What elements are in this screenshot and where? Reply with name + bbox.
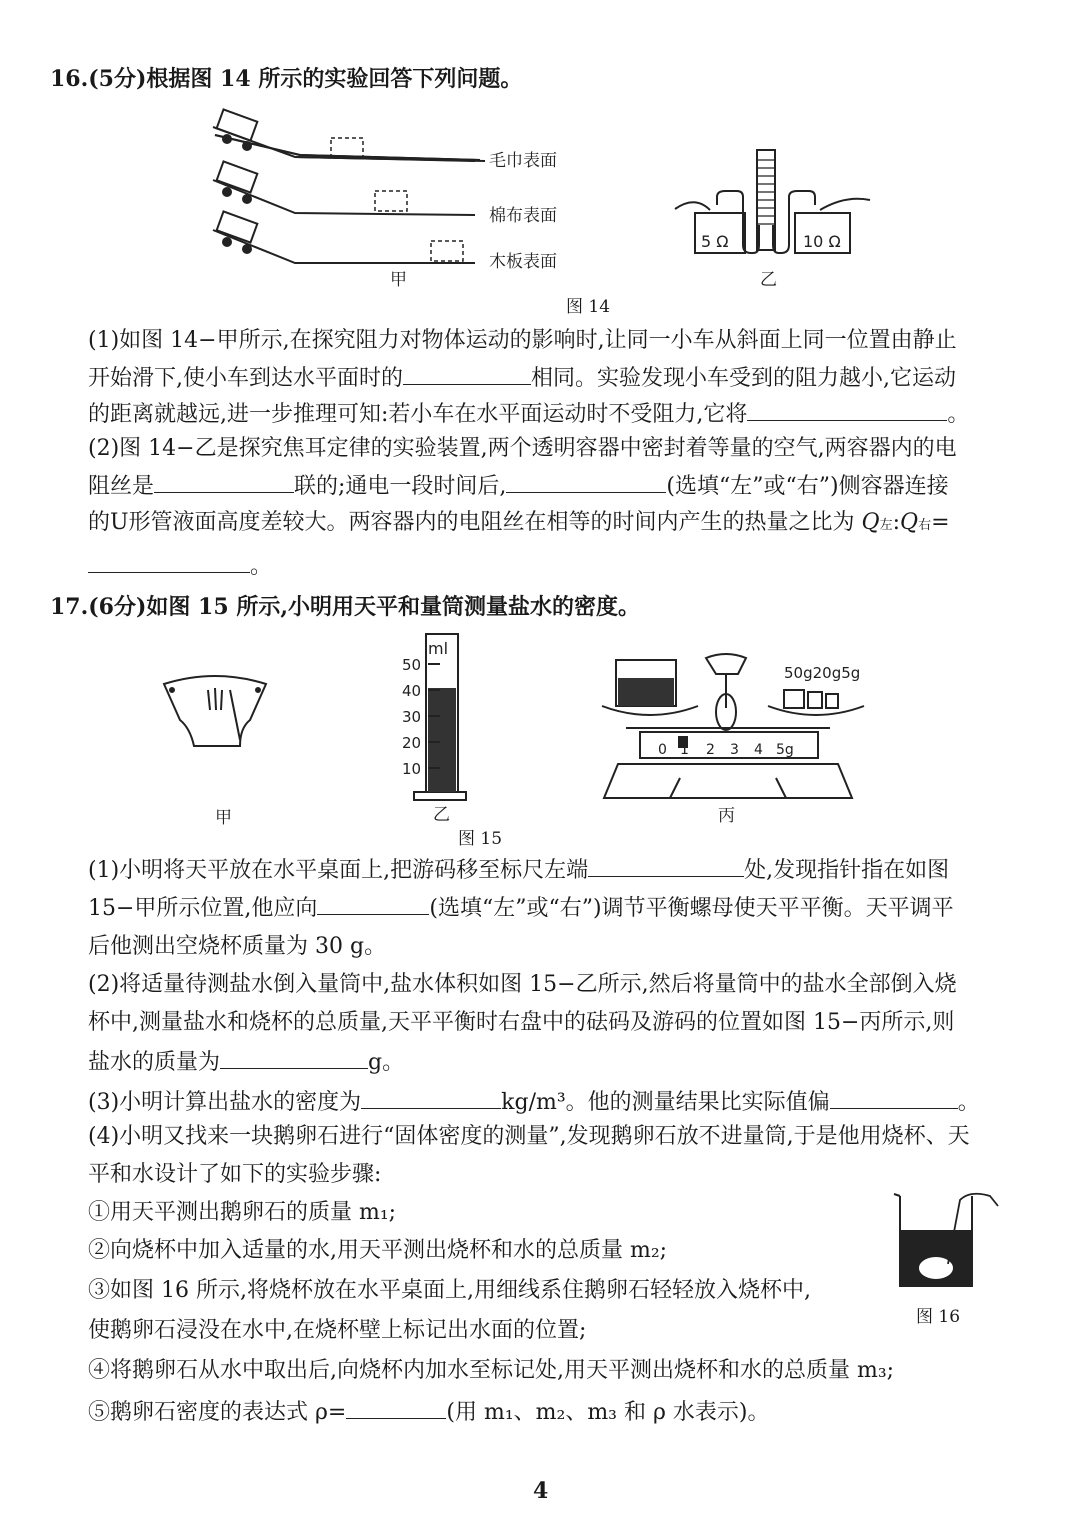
- scale-tick-5g: 5g: [776, 742, 794, 758]
- q16-p1-line2-b: 相同。实验发现小车受到的阻力越小,它运动: [531, 366, 956, 391]
- q17-step3-line1: ③如图 16 所示,将烧杯放在水平桌面上,用细线系住鹅卵石轻轻放入烧杯中,: [88, 1278, 811, 1303]
- q17-p3: [88, 1088, 980, 1116]
- q16-p2-line4: [88, 552, 272, 580]
- scale-tick-4: 4: [754, 742, 763, 758]
- q16-p1-line3-b: 。: [947, 402, 970, 427]
- q16-p2-line3-a: 的U形管液面高度差较大。两容器内的电阻丝在相等的时间内产生的热量之比为: [88, 510, 855, 535]
- cylinder-tick-30: 30: [402, 708, 422, 726]
- answer-blank-direction[interactable]: [317, 894, 429, 915]
- q16-p1-line2-a: 开始滑下,使小车到达水平面时的: [88, 366, 403, 391]
- q17-step4: ④将鹅卵石从水中取出后,向烧杯内加水至标记处,用天平测出烧杯和水的总质量 m₃;: [88, 1358, 895, 1383]
- q17-p2-line3: [88, 1048, 404, 1076]
- q17-p1-line1-b: 处,发现指针指在如图: [744, 858, 950, 883]
- resistor-5-ohm: 5 Ω: [701, 232, 729, 251]
- balance-pointer-dial: [164, 676, 266, 746]
- answer-blank-zero-mark[interactable]: [588, 856, 744, 877]
- scale-tick-2: 2: [706, 742, 715, 758]
- q17-p3-b: kg/m³。他的测量结果比实际值偏: [501, 1090, 830, 1115]
- heat-q-right: Q: [900, 510, 919, 535]
- cart-1: [217, 109, 258, 150]
- figure-15: [150, 628, 870, 838]
- q17-p4-line1: (4)小明又找来一块鹅卵石进行“固体密度的测量”,发现鹅卵石放不进量筒,于是他用烧杯、天: [88, 1124, 970, 1149]
- heat-ratio-eq: =: [931, 510, 950, 535]
- q16-heading: 16.(5分)根据图 14 所示的实验回答下列问题。: [50, 66, 523, 92]
- q17-p2-line1: (2)将适量待测盐水倒入量筒中,盐水体积如图 15−乙所示,然后将量筒中的盐水全部倒入烧: [88, 972, 957, 997]
- q17-heading: 17.(6分)如图 15 所示,小明用天平和量筒测量盐水的密度。: [50, 594, 640, 620]
- surface-label-wood: 木板表面: [489, 252, 557, 272]
- q17-p1-line2-b: (选填“左”或“右”)调节平衡螺母使天平平衡。天平调平: [429, 896, 954, 921]
- answer-blank-speed[interactable]: [403, 364, 531, 385]
- q17-p1-line1-a: (1)小明将天平放在水平桌面上,把游码移至标尺左端: [88, 858, 589, 883]
- scale-tick-1: 1: [680, 742, 689, 758]
- q16-p1-line3: [88, 400, 969, 428]
- surface-label-towel: 毛巾表面: [489, 151, 557, 171]
- fig14-label-yi: 乙: [760, 270, 777, 290]
- answer-blank-salt-mass[interactable]: [220, 1048, 368, 1069]
- q17-step1: ①用天平测出鹅卵石的质量 m₁;: [88, 1200, 397, 1225]
- q16-p1-line3-a: 的距离就越远,进一步推理可知:若小车在水平面运动时不受阻力,它将: [88, 402, 748, 427]
- q16-p2-line2: [88, 472, 949, 500]
- fig14-label-jia: 甲: [390, 270, 407, 290]
- cylinder-tick-40: 40: [402, 682, 422, 700]
- q17-step5-a: ⑤鹅卵石密度的表达式 ρ=: [88, 1400, 347, 1425]
- q17-p2-line2: 杯中,测量盐水和烧杯的总质量,天平平衡时右盘中的砝码及游码的位置如图 15−丙所示,则: [88, 1010, 955, 1035]
- heat-q-right-sub: 右: [918, 518, 932, 533]
- graduated-cylinder: [414, 634, 466, 800]
- heat-q-left: Q: [861, 510, 880, 535]
- q16-p2-line2-a: 阻丝是: [88, 474, 155, 499]
- scale-tick-3: 3: [730, 742, 739, 758]
- q17-step2: ②向烧杯中加入适量的水,用天平测出烧杯和水的总质量 m₂;: [88, 1238, 668, 1263]
- q17-p1-line2: [88, 894, 954, 922]
- cart-2: [217, 161, 258, 203]
- q17-step5-b: (用 m₁、m₂、m₃ 和 ρ 水表示)。: [446, 1400, 770, 1425]
- q17-p2-line3-b: g。: [368, 1050, 405, 1075]
- q16-p2-line3: [88, 510, 950, 539]
- figure-16-beaker: [890, 1186, 1010, 1296]
- q16-p2-line1: (2)图 14−乙是探究焦耳定律的实验装置,两个透明容器中密封着等量的空气,两容器内的电: [88, 436, 957, 461]
- q17-step3-line2: 使鹅卵石浸没在水中,在烧杯壁上标记出水面的位置;: [88, 1318, 587, 1343]
- cylinder-tick-10: 10: [402, 760, 422, 778]
- answer-blank-rho-expression[interactable]: [346, 1398, 446, 1419]
- fig15-label-jia: 甲: [215, 808, 232, 828]
- answer-blank-heat-ratio[interactable]: [88, 552, 250, 573]
- q17-p2-line3-a: 盐水的质量为: [88, 1050, 221, 1075]
- page-number: 4: [533, 1478, 549, 1504]
- q17-p4-line2: 平和水设计了如下的实验步骤:: [88, 1162, 382, 1187]
- q16-p2-line2-c: (选填“左”或“右”)侧容器连接: [666, 474, 949, 499]
- fig15-label-bing: 丙: [718, 806, 735, 826]
- q16-p2-line2-b: 联的;通电一段时间后,: [294, 474, 507, 499]
- answer-blank-connection[interactable]: [154, 472, 294, 493]
- answer-blank-side[interactable]: [506, 472, 666, 493]
- cylinder-tick-20: 20: [402, 734, 422, 752]
- ramps: [213, 127, 475, 263]
- fig14-caption: 图 14: [566, 297, 611, 317]
- scale-tick-0: 0: [658, 742, 667, 758]
- q16-p2-line4-end: 。: [250, 554, 273, 579]
- fig16-caption: 图 16: [916, 1307, 961, 1327]
- figure-14: [205, 105, 885, 315]
- resistor-10-ohm: 10 Ω: [803, 232, 841, 251]
- cylinder-tick-50: 50: [402, 656, 422, 674]
- cart-3: [217, 211, 258, 253]
- q16-p1-line2: [88, 364, 956, 392]
- answer-blank-motion[interactable]: [747, 400, 947, 421]
- q17-p1-line3: 后他测出空烧杯质量为 30 g。: [88, 934, 387, 959]
- heat-ratio-colon: :: [892, 510, 901, 535]
- heat-q-left-sub: 左: [879, 518, 893, 533]
- q16-p1-line1: (1)如图 14−甲所示,在探究阻力对物体运动的影响时,让同一小车从斜面上同一位置由静止: [88, 328, 957, 353]
- answer-blank-density[interactable]: [361, 1088, 501, 1109]
- q17-p1-line1: [88, 856, 949, 884]
- cylinder-unit: ml: [428, 639, 449, 658]
- q17-step5: [88, 1398, 770, 1426]
- answer-blank-bias[interactable]: [830, 1088, 958, 1109]
- surface-label-cotton: 棉布表面: [489, 206, 557, 226]
- balance-weights: 50g20g5g: [784, 664, 861, 682]
- q17-p1-line2-a: 15−甲所示位置,他应向: [88, 896, 318, 921]
- fig15-label-yi: 乙: [433, 805, 450, 825]
- q17-p3-a: (3)小明计算出盐水的密度为: [88, 1090, 362, 1115]
- fig15-caption: 图 15: [458, 829, 503, 849]
- q17-p3-c: 。: [957, 1090, 980, 1115]
